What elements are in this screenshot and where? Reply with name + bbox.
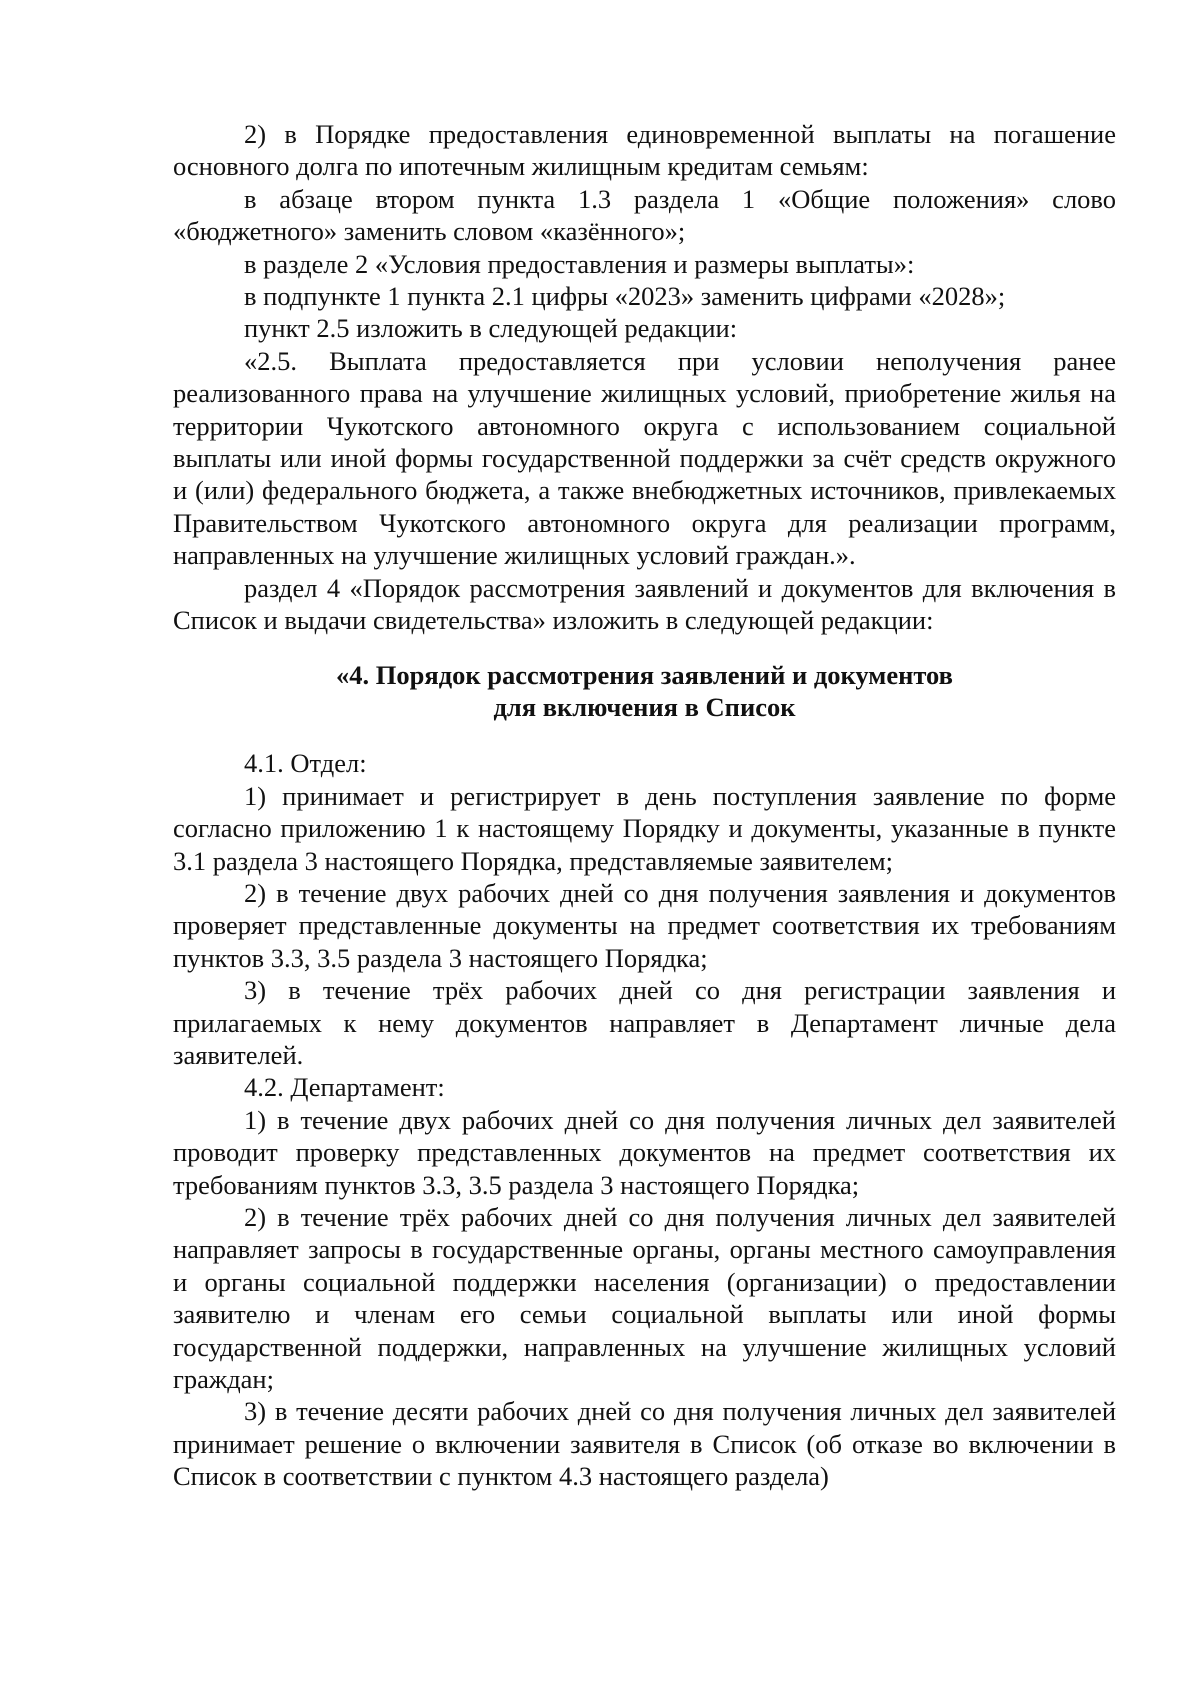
section-4-heading — [173, 659, 1116, 724]
paragraph-amend-1-3: в абзаце втором пункта 1.3 раздела 1 «Общие положения» слово «бюджетного» заменить словом «казённого»; — [173, 183, 1116, 247]
paragraph-clause-2-5: «2.5. Выплата предоставляется при условии неполучения ранее реализованного права на улучшение жилищных условий, приобретение жилья на территории Чукотского автономного округа с использованием социальной выплаты или иной формы государственной поддержки за счёт средств окружного и (или) федерального бюджета, а также внебюджетных источников, привлекаемых Правительством Чукотского автономного округа для реализации программ, направленных на улучшение жилищных условий граждан.». — [173, 345, 1116, 571]
paragraph-item-2-intro: 2) в Порядке предоставления единовременной выплаты на погашение основного долга по ипотечным жилищным кредитам семьям: — [173, 119, 1116, 182]
paragraph-4-1-item-2: 2) в течение двух рабочих дней со дня получения заявления и документов проверяет представленные документы на предмет соответствия их требованиям пунктов 3.3, 3.5 раздела 3 настоящего Порядка; — [173, 877, 1116, 973]
section-4-heading-line-1: «4. Порядок рассмотрения заявлений и документов — [336, 659, 953, 690]
paragraph-4-1-item-3: 3) в течение трёх рабочих дней со дня регистрации заявления и прилагаемых к нему документов направляет в Департамент личные дела заявителей. — [173, 975, 1116, 1070]
paragraph-4-1-title: 4.1. Отдел: — [244, 748, 367, 779]
paragraph-amend-2-1: в подпункте 1 пункта 2.1 цифры «2023» заменить цифрами «2028»; — [244, 281, 1006, 312]
paragraph-amend-2-5-intro: пункт 2.5 изложить в следующей редакции: — [244, 313, 738, 344]
paragraph-4-2-item-3: 3) в течение десяти рабочих дней со дня получения личных дел заявителей принимает решение о включении заявителя в Список (об отказе во включении в Список в соответствии с пунктом 4.3 настоящего раздела) — [173, 1396, 1116, 1492]
paragraph-4-1-item-1: 1) принимает и регистрирует в день поступления заявление по форме согласно приложению 1 к настоящему Порядку и документы, указанные в пункте 3.1 раздела 3 настоящего Порядка, представляемые заявителем; — [173, 780, 1116, 876]
paragraph-section-2: в разделе 2 «Условия предоставления и размеры выплаты»: — [244, 248, 915, 279]
document-page — [173, 118, 1116, 1493]
section-4-heading-line-2: для включения в Список — [493, 691, 796, 722]
paragraph-4-2-title: 4.2. Департамент: — [244, 1072, 445, 1103]
paragraph-4-2-item-2: 2) в течение трёх рабочих дней со дня получения личных дел заявителей направляет запросы в государственные органы, органы местного самоуправления и органы социальной поддержки населения (организации) о предоставлении заявителю и членам его семьи социальной выплаты или иной формы государственной поддержки, направленных на улучшение жилищных условий граждан; — [173, 1202, 1116, 1395]
paragraph-section-4-intro: раздел 4 «Порядок рассмотрения заявлений и документов для включения в Список и выдачи свидетельства» изложить в следующей редакции: — [173, 572, 1116, 636]
paragraph-4-2-item-1: 1) в течение двух рабочих дней со дня получения личных дел заявителей проводит проверку представленных документов на предмет соответствия их требованиям пунктов 3.3, 3.5 раздела 3 настоящего Порядка; — [173, 1104, 1116, 1200]
